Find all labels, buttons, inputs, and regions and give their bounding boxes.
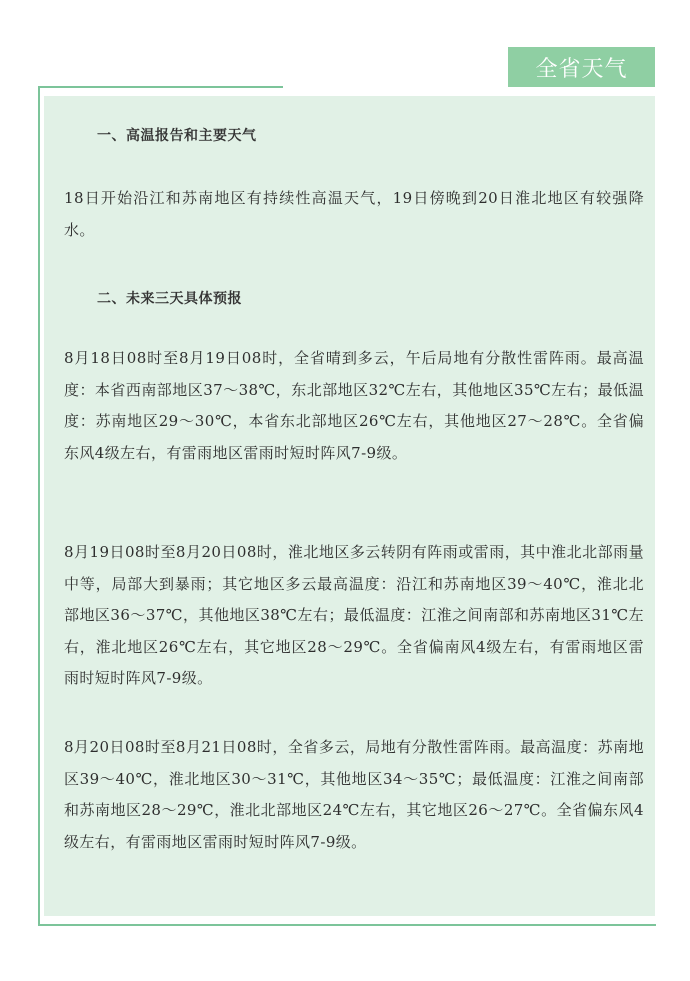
paragraph-forecast-day2: 8月19日08时至8月20日08时，淮北地区多云转阴有阵雨或雷雨，其中淮北北部雨量中等，局部大到暴雨；其它地区多云最高温度：沿江和苏南地区39～40℃，淮北北部地区36～37℃，其他地区38℃左右；最低温度：江淮之间南部和苏南地区31℃左右，淮北地区26℃左右，其它地区28～29℃。全省偏南风4级左右，有雷雨地区雷雨时短时阵风7-9级。: [64, 543, 644, 687]
frame-top-line: [38, 86, 283, 88]
frame-bottom-line: [38, 924, 656, 926]
page-title-badge: [508, 47, 655, 87]
paragraph-summary: 18日开始沿江和苏南地区有持续性高温天气，19日傍晚到20日淮北地区有较强降水。: [64, 189, 644, 239]
frame-left-line: [38, 86, 40, 926]
section-heading-forecast: 二、未来三天具体预报: [97, 291, 242, 307]
section-heading-high-temperature: 一、高温报告和主要天气: [97, 128, 257, 144]
paragraph-forecast-day1: 8月18日08时至8月19日08时，全省晴到多云，午后局地有分散性雷阵雨。最高温度：本省西南部地区37～38℃，东北部地区32℃左右，其他地区35℃左右；最低温度：苏南地区29～30℃，本省东北部地区26℃左右，其他地区27～28℃。全省偏东风4级左右，有雷雨地区雷雨时短时阵风7-9级。: [64, 349, 644, 462]
page-title: 全省天气: [535, 56, 628, 82]
paragraph-forecast-day3: 8月20日08时至8月21日08时，全省多云，局地有分散性雷阵雨。最高温度：苏南地区39～40℃，淮北地区30～31℃，其他地区34～35℃；最低温度：江淮之间南部和苏南地区28～29℃，淮北北部地区24℃左右，其它地区26～27℃。全省偏东风4级左右，有雷雨地区雷雨时短时阵风7-9级。: [64, 738, 644, 851]
